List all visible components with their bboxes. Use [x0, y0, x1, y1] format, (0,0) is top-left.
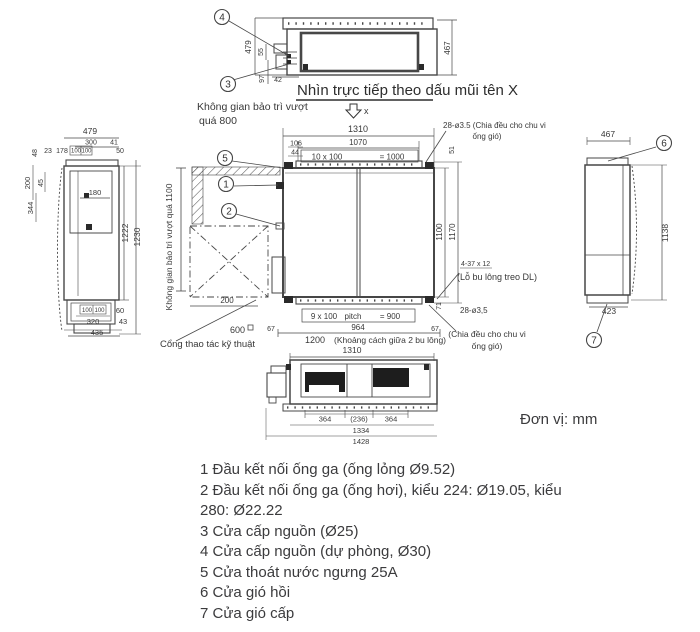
- legend-line: 280: Ø22.22: [200, 502, 283, 519]
- bottom-view: [266, 353, 437, 440]
- dim-label: 51: [449, 146, 456, 154]
- legend-line: 4 Cửa cấp nguồn (dự phòng, Ø30): [200, 543, 432, 560]
- right-side-view: [585, 136, 672, 348]
- dim-label: 1230: [132, 227, 142, 247]
- dim-label: 364: [318, 414, 332, 424]
- dim-label: 100: [94, 308, 105, 314]
- dim-label: 180: [88, 188, 102, 197]
- dim-label: 320: [86, 317, 100, 326]
- callout-6: 6: [661, 138, 667, 150]
- dim-label: 23: [44, 148, 52, 155]
- dim-label: 479: [82, 126, 98, 136]
- legend-line: 6 Cửa gió hồi: [200, 584, 291, 601]
- legend-line: 3 Cửa cấp nguồn (Ø25): [200, 522, 359, 540]
- note-bolt-span: (Khoảng cách giữa 2 bu lông): [334, 335, 447, 345]
- legend: [200, 460, 562, 624]
- dim-label: 364: [384, 414, 398, 424]
- dim-label: = 1000: [379, 152, 405, 162]
- note-hanger-slot-desc: (Lỗ bu lông treo DL): [457, 272, 538, 282]
- dim-label: 200: [220, 296, 234, 305]
- callout-2: 2: [226, 206, 232, 218]
- dim-label: 964: [351, 323, 365, 332]
- dim-label: 50: [116, 148, 124, 155]
- legend-line: 7 Cửa gió cấp: [200, 604, 295, 622]
- note-maintenance-1100: Không gian bảo trì vượt quá 1100: [164, 183, 174, 311]
- dim-label: 423: [601, 306, 617, 316]
- dim-label: 10 x 100: [311, 152, 343, 162]
- dim-label: 344: [26, 201, 35, 215]
- dim-label: 106: [290, 140, 302, 148]
- dim-label: 479: [244, 40, 253, 54]
- dim-label: 1170: [448, 223, 457, 241]
- note-hanger-slot: 4-37 x 12: [461, 261, 491, 268]
- note-maintenance-800-line2: quá 800: [199, 115, 237, 127]
- note-duct-holes-bottom1: (Chia đều cho chu vi: [448, 329, 526, 339]
- dim-label: 41: [110, 139, 118, 147]
- dim-label: 600: [230, 325, 246, 335]
- dim-label: 44: [291, 149, 299, 157]
- dim-label: (236): [350, 414, 368, 424]
- dim-label: 1310: [347, 124, 369, 134]
- dim-label: 1070: [349, 138, 367, 147]
- dim-label: 100: [81, 308, 93, 314]
- callout-4: 4: [219, 12, 225, 24]
- dim-label: 1100: [435, 223, 444, 241]
- dim-label: 9 x 100: [310, 312, 338, 321]
- dim-label: 1138: [660, 223, 670, 243]
- view-title: Nhìn trực tiếp theo dấu mũi tên X: [297, 82, 518, 99]
- callout-7: 7: [591, 335, 597, 347]
- legend-line: 1 Đầu kết nối ống ga (ống lỏng Ø9.52): [200, 461, 456, 478]
- dim-label: 435: [90, 328, 104, 337]
- callout-3: 3: [225, 79, 231, 91]
- dim-label: 200: [23, 176, 32, 190]
- dim-label: = 900: [379, 312, 401, 321]
- dim-label: 55: [258, 48, 265, 56]
- dim-label: 1310: [342, 345, 362, 355]
- legend-line: 2 Đầu kết nối ống ga (ống hơi), kiểu 224: Ø19.05, kiểu: [200, 481, 562, 499]
- dim-label: 178: [56, 148, 68, 155]
- dim-label: 467: [443, 41, 452, 55]
- note-duct-holes-top2: ống gió): [472, 132, 502, 141]
- dim-label: 42: [274, 77, 282, 84]
- note-duct-holes-top: 28-ø3.5 (Chia đều cho chu vi: [443, 121, 546, 130]
- legend-line: 5 Cửa thoát nước ngưng 25A: [200, 563, 398, 581]
- dim-label: 67: [431, 326, 439, 333]
- dim-label: 97: [259, 75, 266, 83]
- dim-label: 45: [38, 179, 45, 187]
- note-service-port: Cổng thao tác kỹ thuật: [160, 339, 256, 350]
- arrow-x-label: x: [364, 106, 369, 116]
- dim-label: 100: [81, 148, 92, 155]
- note-duct-holes-bottom2: ống gió): [471, 341, 503, 351]
- dim-label: 300: [85, 139, 97, 147]
- dim-label: 48: [32, 149, 39, 157]
- dim-label: 1200: [305, 335, 326, 345]
- unit-note: Đơn vị: mm: [520, 411, 598, 428]
- dim-label: 71: [436, 302, 443, 310]
- note-duct-holes-bottom: 28-ø3,5: [460, 306, 488, 315]
- callout-1: 1: [223, 179, 229, 191]
- callout-5: 5: [222, 153, 228, 165]
- dim-label: 100: [70, 148, 82, 155]
- dim-label: 1334: [352, 426, 370, 435]
- dim-label: pitch: [344, 312, 362, 321]
- note-maintenance-800-line1: Không gian bảo trì vượt: [197, 101, 308, 113]
- dim-label: 1222: [120, 223, 130, 243]
- dim-label: 467: [600, 129, 616, 139]
- arrow-x-marker: [346, 104, 369, 118]
- dim-label: 1428: [352, 437, 370, 446]
- dim-label: 60: [115, 306, 125, 315]
- dim-label: 43: [118, 317, 128, 326]
- dim-label: 67: [267, 326, 275, 333]
